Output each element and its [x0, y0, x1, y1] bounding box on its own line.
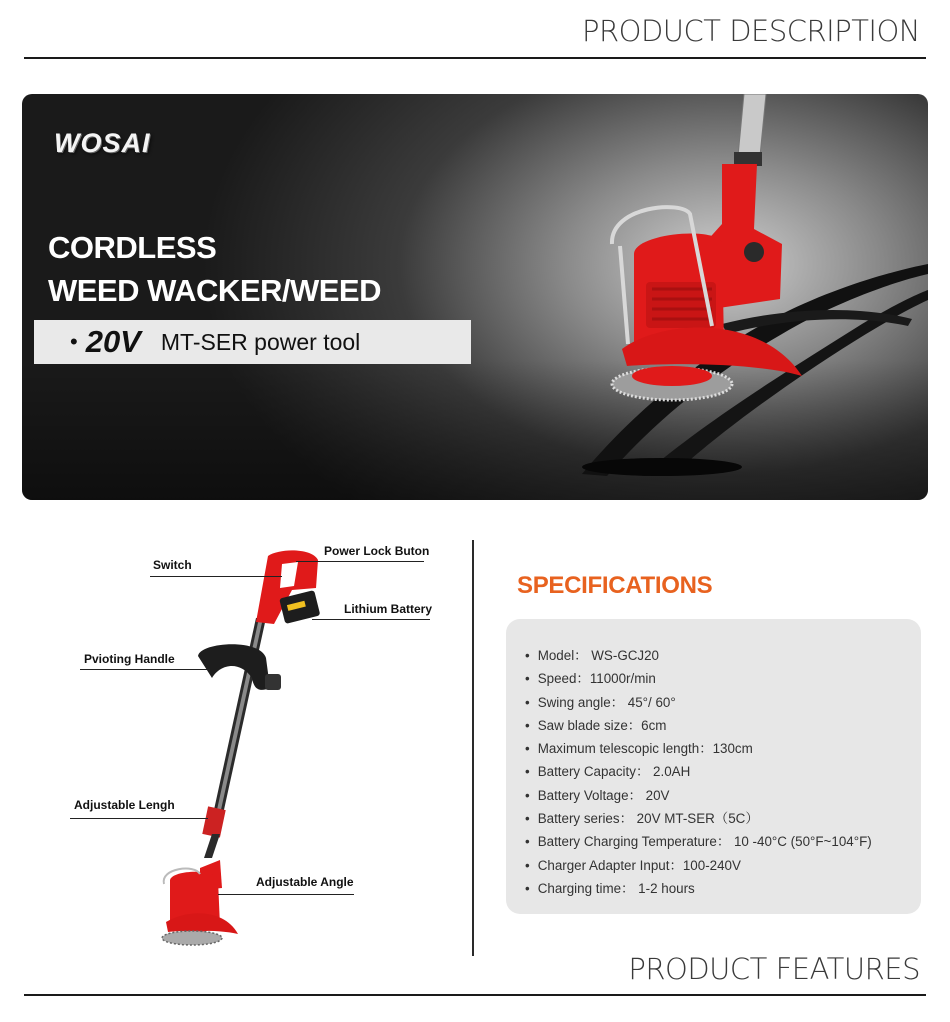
specifications-card	[506, 619, 921, 914]
spec-item: • Maximum telescopic length：130cm	[525, 737, 921, 760]
pill-bullet: •	[70, 329, 78, 354]
spec-item: • Battery Capacity： 2.0AH	[525, 760, 921, 783]
spec-item: • Saw blade size：6cm	[525, 714, 921, 737]
spec-item: • Battery series： 20V MT-SER（5C）	[525, 807, 921, 830]
spec-item: • Swing angle： 45°/ 60°	[525, 691, 921, 714]
hero-title-line2: WEED WACKER/WEED	[48, 273, 381, 308]
callout-power-lock-line	[296, 561, 424, 562]
footer-divider	[24, 994, 926, 996]
callout-handle-line	[80, 669, 210, 670]
spec-item: • Model： WS-GCJ20	[525, 644, 921, 667]
callout-power-lock: Power Lock Buton	[324, 544, 430, 558]
callout-length: Adjustable Lengh	[74, 798, 175, 812]
hero-title	[48, 226, 381, 312]
specifications-list	[506, 619, 921, 900]
specifications-heading: SPECIFICATIONS	[517, 572, 713, 599]
voltage-pill	[34, 320, 471, 364]
callout-battery: Lithium Battery	[344, 602, 433, 616]
pill-subtitle: MT-SER power tool	[160, 328, 361, 355]
callout-angle-line	[218, 894, 354, 895]
product-features-heading: PRODUCT FEATURES	[628, 952, 920, 986]
spec-item: • Speed：11000r/min	[525, 667, 921, 690]
callout-handle: Pvioting Handle	[84, 652, 175, 666]
hero-title-line1: CORDLESS	[48, 230, 217, 265]
parts-diagram	[60, 538, 460, 958]
callout-battery-line	[312, 619, 430, 620]
section-divider-vertical	[472, 540, 474, 956]
trimmer-diagram-image	[60, 538, 460, 958]
brand-logo: WOSAI	[54, 128, 151, 158]
callout-angle: Adjustable Angle	[256, 875, 354, 889]
callout-switch: Switch	[153, 558, 192, 572]
hero-banner	[22, 94, 928, 500]
header-divider	[24, 57, 926, 59]
callout-switch-line	[150, 576, 282, 577]
callout-length-line	[70, 818, 208, 819]
spec-item: • Battery Charging Temperature： 10 -40°C (50°F~104°F)	[525, 830, 921, 853]
product-description-heading: PRODUCT DESCRIPTION	[582, 14, 920, 48]
spec-item: • Charging time： 1-2 hours	[525, 877, 921, 900]
spec-item: • Battery Voltage： 20V	[525, 784, 921, 807]
voltage-label: 20V	[85, 324, 141, 359]
spec-item: • Charger Adapter Input：100-240V	[525, 854, 921, 877]
